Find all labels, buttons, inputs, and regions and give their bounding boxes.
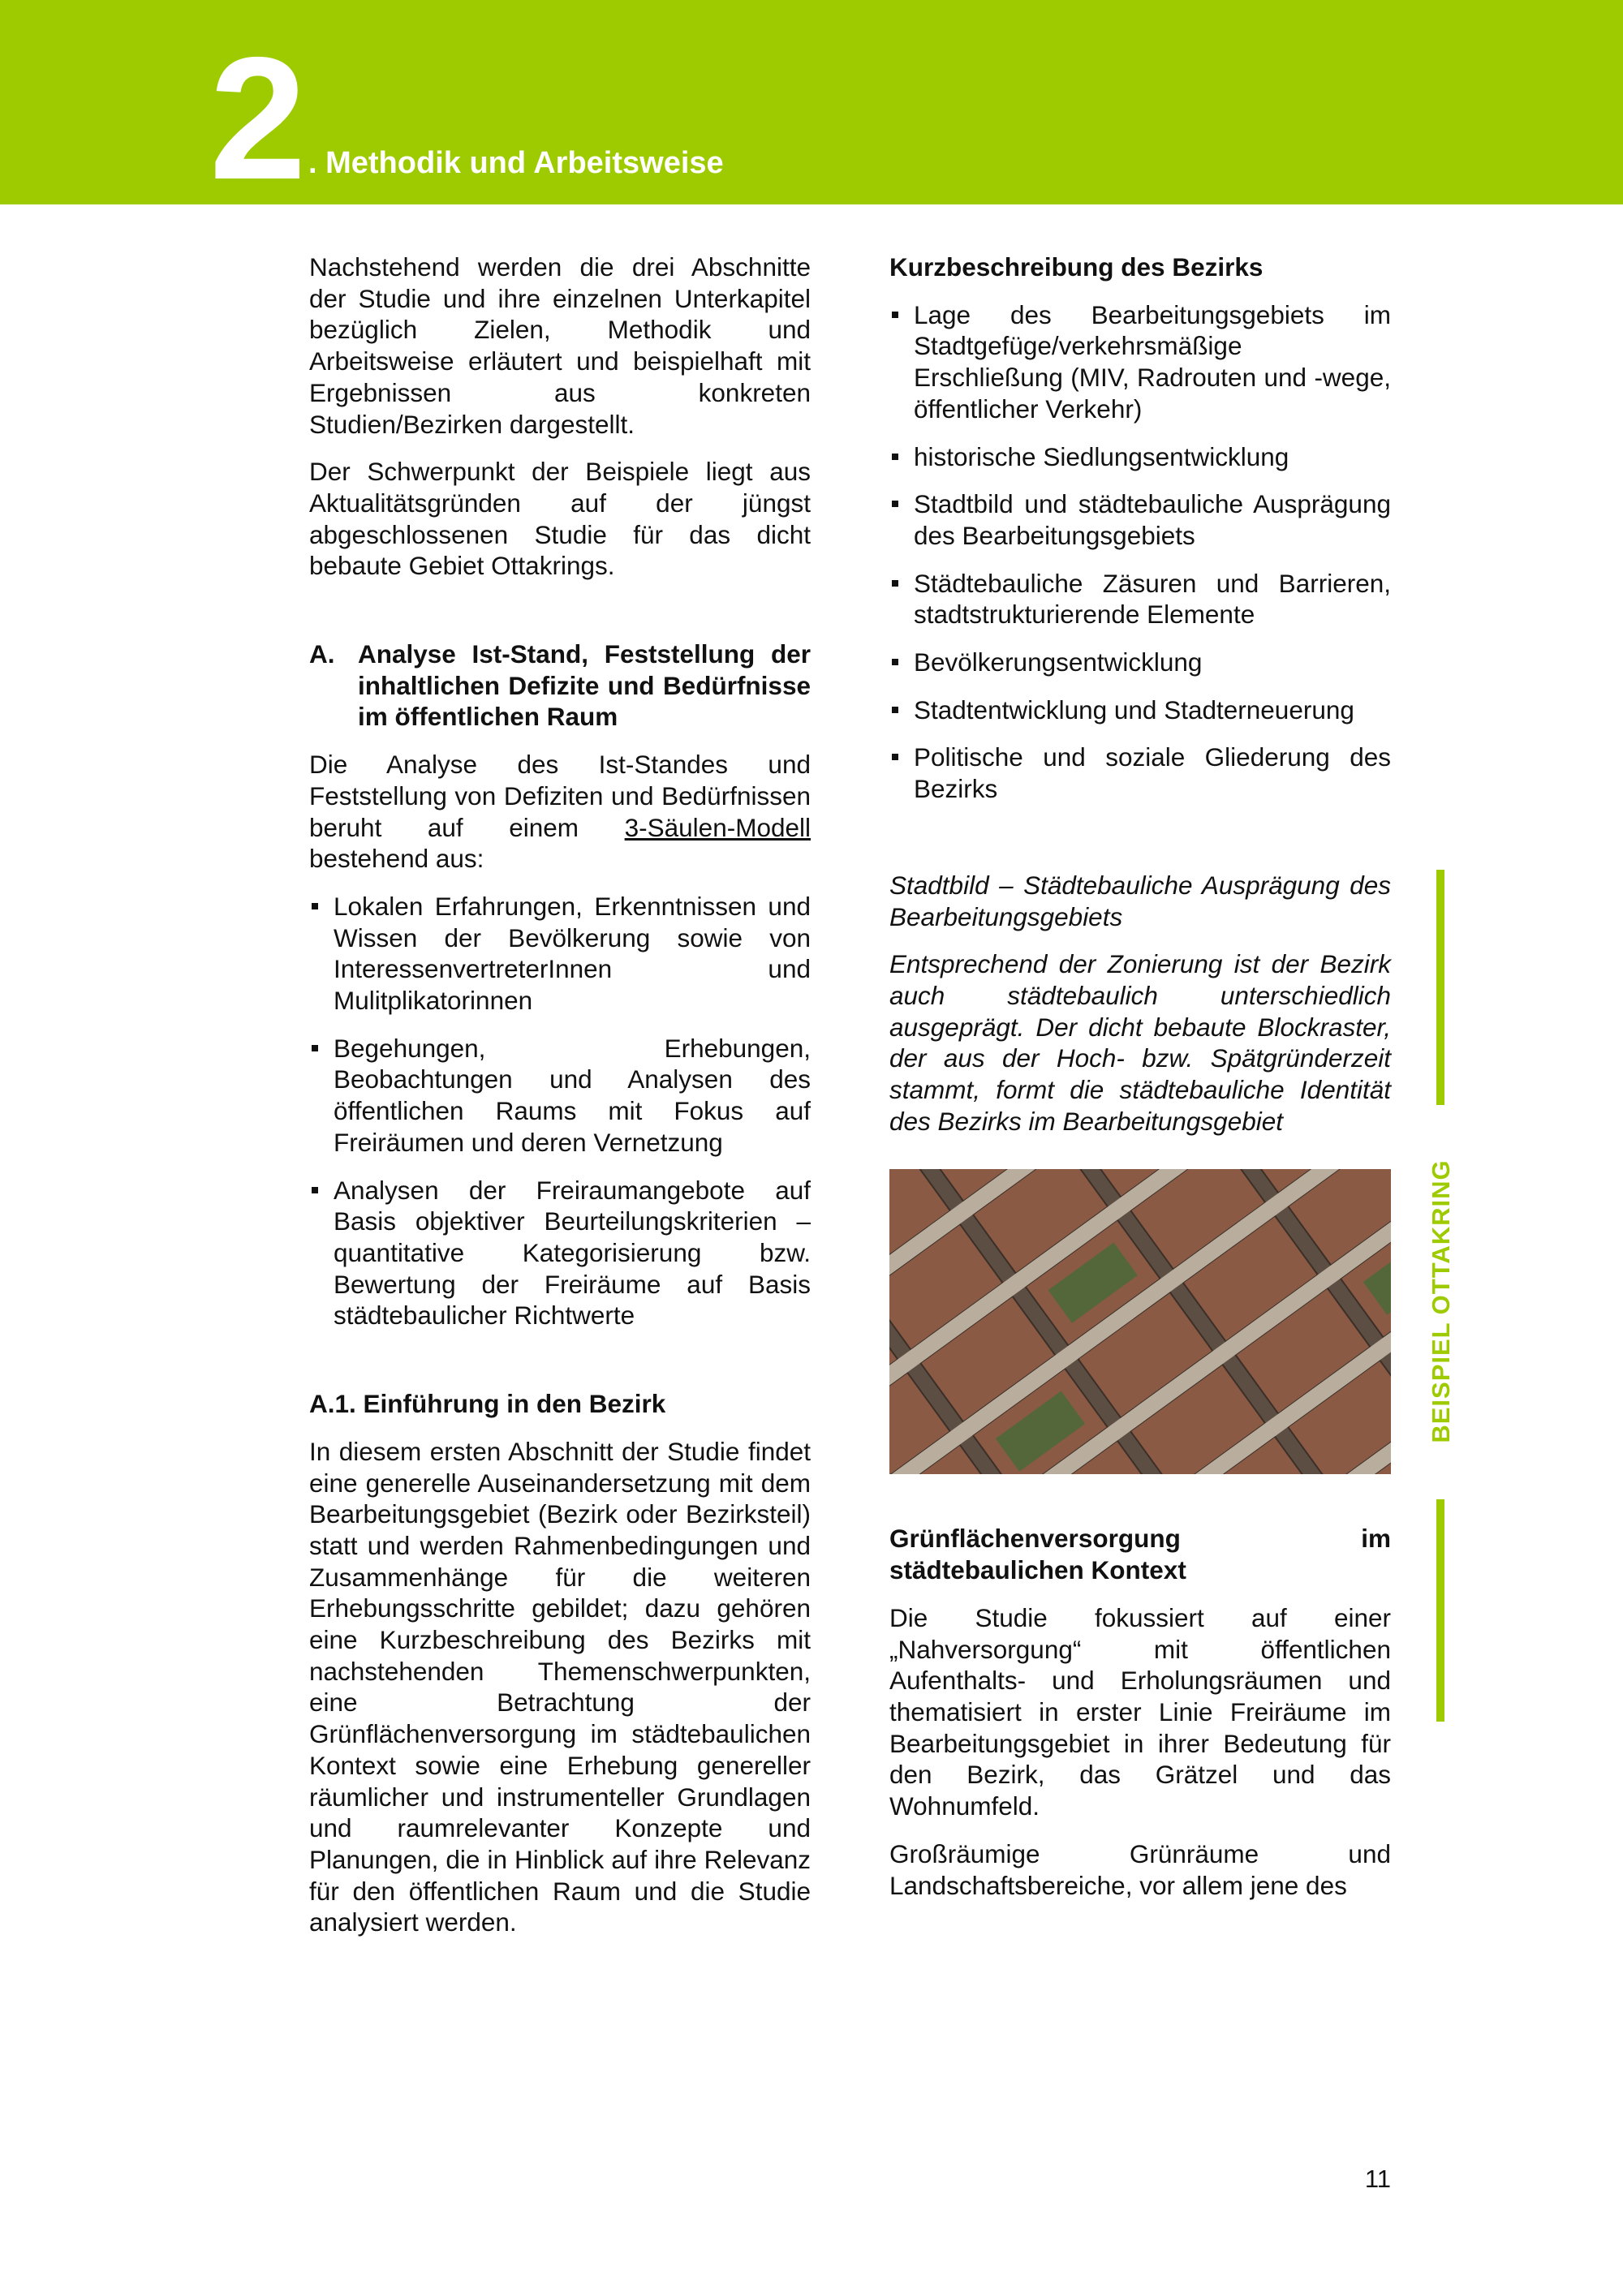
chapter-title: . Methodik und Arbeitsweise [308, 146, 724, 180]
section-a-intro [309, 749, 811, 875]
intro-paragraph-1: Nachstehend werden die drei Abschnitte der Studie und ihre einzelnen Unterkapitel bezüglich Zielen, Methodik und Arbeitsweise erläutert und beispielhaft mit Ergebnissen aus konkreten Studien/Bezirken dargestellt. [309, 252, 811, 439]
list-item: Begehungen, Erhebungen, Beobachtungen und Analysen des öffentlichen Raums mit Fokus auf Freiräumen und deren Vernetzung [309, 1033, 811, 1159]
stadtbild-heading: Stadtbild – Städtebauliche Ausprägung des Bearbeitungsgebiets [889, 870, 1391, 931]
list-item: Analysen der Freiraumangebote auf Basis objektiver Beurteilungskriterien – quantitative Kategorisierung bzw. Bewertung der Freiräume auf Basis städtebaulicher Richtwerte [309, 1175, 811, 1332]
section-a-label: A. [309, 639, 335, 669]
list-item: Stadtentwicklung und Stadterneuerung [889, 694, 1391, 726]
gruenflaechen-paragraph-2: Großräumige Grünräume und Landschaftsbereiche, vor allem jene des [889, 1838, 1391, 1900]
left-column [309, 252, 811, 1954]
intro-paragraph-2: Der Schwerpunkt der Beispiele liegt aus Aktualitätsgründen auf der jüngst abgeschlossenen Studie für das dicht bebaute Gebiet Ottakrings. [309, 457, 811, 581]
section-a-intro-text: Die Analyse des Ist-Standes und Feststellung von Defiziten und Bedürfnissen beruht auf einem [309, 750, 811, 842]
gruenflaechen-heading: Grünflächenversorgung im städtebaulichen Kontext [889, 1524, 1391, 1585]
three-pillar-model-link[interactable]: 3-Säulen-Modell [624, 812, 811, 842]
kurzbeschreibung-bullet-list [889, 299, 1391, 805]
stadtbild-paragraph: Entsprechend der Zonierung ist der Bezirk auch städtebaulich unterschiedlich ausgeprägt. Der dicht bebaute Blockraster, der aus der Hoch- bzw. Spätgründerzeit stammt, formt die städtebauliche Identität des Bezirks im Bearbeitungsgebiet [889, 949, 1391, 1136]
sidebar-tag [1425, 870, 1457, 1722]
section-a-intro-tail: bestehend aus: [309, 844, 484, 874]
chapter-number: 2 [209, 20, 304, 216]
aerial-photo-ottakring [889, 1169, 1391, 1474]
list-item: Lokalen Erfahrungen, Erkenntnissen und Wissen der Bevölkerung sowie von InteressenvertreterInnen und Mulitplikatorinnen [309, 891, 811, 1017]
list-item: Politische und soziale Gliederung des Bezirks [889, 742, 1391, 804]
section-a-bullet-list [309, 891, 811, 1331]
section-a-title: Analyse Ist-Stand, Feststellung der inhaltlichen Defizite und Bedürfnisse im öffentlichen Raum [358, 639, 811, 732]
right-column [889, 252, 1391, 1917]
page-number: 11 [1364, 2165, 1391, 2193]
list-item: Lage des Bearbeitungsgebiets im Stadtgefüge/verkehrsmäßige Erschließung (MIV, Radrouten und -wege, öffentlicher Verkehr) [889, 299, 1391, 425]
sidebar-bar-bottom [1436, 1499, 1444, 1722]
list-item: historische Siedlungsentwicklung [889, 441, 1391, 473]
section-a-heading [309, 638, 811, 733]
sidebar-label: BEISPIEL OTTAKRING [1427, 1159, 1455, 1443]
gruenflaechen-paragraph-1: Die Studie fokussiert auf einer „Nahversorgung“ mit öffentlichen Aufenthalts- und Erholungsräumen und thematisiert in erster Linie Freiräume im Bearbeitungsgebiet in ihrer Bedeutung für den Bezirk, das Grätzel und das Wohnumfeld. [889, 1602, 1391, 1821]
section-a1-heading: A.1. Einführung in den Bezirk [309, 1389, 666, 1419]
list-item: Städtebauliche Zäsuren und Barrieren, stadtstrukturierende Elemente [889, 568, 1391, 630]
chapter-header [0, 0, 1623, 216]
list-item: Bevölkerungsentwicklung [889, 647, 1391, 678]
kurzbeschreibung-heading: Kurzbeschreibung des Bezirks [889, 252, 1264, 282]
section-a1-paragraph: In diesem ersten Abschnitt der Studie findet eine generelle Auseinandersetzung mit dem Bearbeitungsgebiet (Bezirk oder Bezirksteil) statt und werden Rahmenbedingungen und Zusammenhänge für die weiteren Erhebungsschritte gebildet; dazu gehören eine Kurzbeschreibung des Bezirks mit nachstehenden Themenschwerpunkten, eine Betrachtung der Grünflächenversorgung im städtebaulichen Kontext sowie eine Erhebung genereller räumlicher und instrumenteller Grundlagen und raumrelevanter Konzepte und Planungen, die in Hinblick auf ihre Relevanz für den öffentlichen Raum und die Studie analysiert werden. [309, 1436, 811, 1937]
sidebar-bar-top [1436, 870, 1444, 1105]
list-item: Stadtbild und städtebauliche Ausprägung des Bearbeitungsgebiets [889, 488, 1391, 551]
